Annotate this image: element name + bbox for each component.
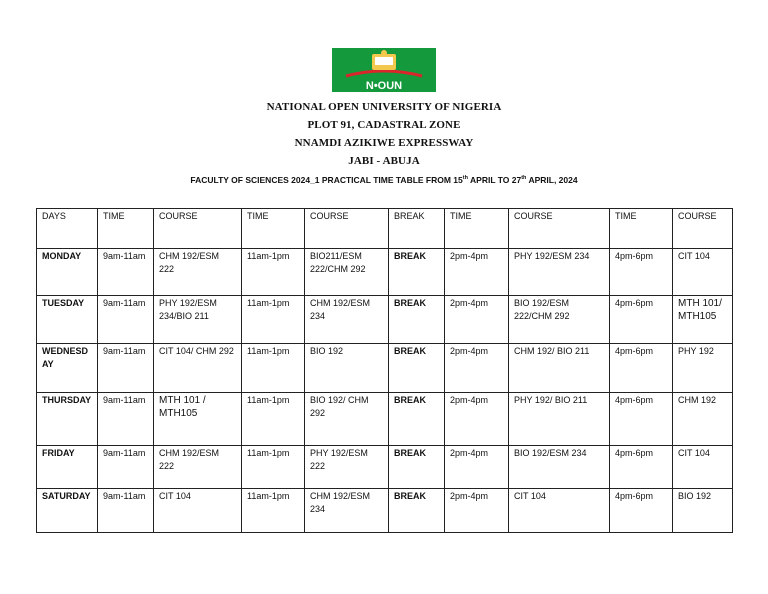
time-cell: 2pm-4pm [445,446,509,489]
course-cell: BIO 192/ESM 234 [509,446,610,489]
course-cell: CHM 192/ESM 234 [305,296,389,344]
time-cell: 4pm-6pm [610,344,673,393]
time-cell: 9am-11am [98,446,154,489]
timetable [36,208,733,533]
time-cell: 9am-11am [98,296,154,344]
time-cell: 11am-1pm [242,446,305,489]
course-cell: CIT 104 [673,446,733,489]
time-cell: 11am-1pm [242,489,305,533]
time-cell: 11am-1pm [242,296,305,344]
course-cell: BIO 192/ CHM 292 [305,393,389,446]
course-cell: BIO 192 [305,344,389,393]
course-cell: CHM 192/ BIO 211 [509,344,610,393]
break-cell: BREAK [389,489,445,533]
table-row [37,249,733,296]
col-header-course-4: COURSE [673,209,733,249]
time-cell: 11am-1pm [242,344,305,393]
day-cell: MONDAY [37,249,98,296]
address-line-1: PLOT 91, CADASTRAL ZONE [307,119,461,131]
col-header-days: DAYS [37,209,98,249]
table-row [37,344,733,393]
time-cell: 11am-1pm [242,249,305,296]
course-cell: BIO 192 [673,489,733,533]
time-cell: 11am-1pm [242,393,305,446]
time-cell: 4pm-6pm [610,296,673,344]
course-cell: CHM 192/ESM 222 [154,249,242,296]
time-cell: 9am-11am [98,344,154,393]
day-cell: THURSDAY [37,393,98,446]
course-cell: PHY 192/ESM 222 [305,446,389,489]
table-row [37,393,733,446]
timetable-title: FACULTY OF SCIENCES 2024_1 PRACTICAL TIME TABLE FROM 15th APRIL TO 27th APRIL, 2024 [190,175,578,185]
course-cell: PHY 192/ BIO 211 [509,393,610,446]
col-header-course-3: COURSE [509,209,610,249]
col-header-course-2: COURSE [305,209,389,249]
course-cell: CIT 104 [509,489,610,533]
col-header-time-2: TIME [242,209,305,249]
col-header-course-1: COURSE [154,209,242,249]
table-row [37,296,733,344]
time-cell: 2pm-4pm [445,489,509,533]
col-header-break: BREAK [389,209,445,249]
break-cell: BREAK [389,344,445,393]
break-cell: BREAK [389,446,445,489]
day-cell: FRIDAY [37,446,98,489]
noun-logo [332,48,436,92]
course-cell: CHM 192/ESM 234 [305,489,389,533]
time-cell: 9am-11am [98,249,154,296]
time-cell: 9am-11am [98,393,154,446]
course-cell: PHY 192/ESM 234 [509,249,610,296]
break-cell: BREAK [389,393,445,446]
svg-text:N•OUN: N•OUN [365,80,403,92]
time-cell: 2pm-4pm [445,249,509,296]
break-cell: BREAK [389,249,445,296]
time-cell: 2pm-4pm [445,296,509,344]
time-cell: 4pm-6pm [610,489,673,533]
time-cell: 4pm-6pm [610,446,673,489]
address-line-2: NNAMDI AZIKIWE EXPRESSWAY [294,137,474,149]
time-cell: 2pm-4pm [445,393,509,446]
day-cell: SATURDAY [37,489,98,533]
address-line-3: JABI - ABUJA [348,155,420,167]
course-cell: BIO211/ESM 222/CHM 292 [305,249,389,296]
table-row [37,489,733,533]
institution-name: NATIONAL OPEN UNIVERSITY OF NIGERIA [266,101,502,113]
course-cell: CIT 104 [673,249,733,296]
course-cell: CIT 104/ CHM 292 [154,344,242,393]
course-cell: PHY 192/ESM 234/BIO 211 [154,296,242,344]
course-cell: CHM 192 [673,393,733,446]
day-cell: TUESDAY [37,296,98,344]
course-cell: CHM 192/ESM 222 [154,446,242,489]
time-cell: 4pm-6pm [610,393,673,446]
course-cell: BIO 192/ESM 222/CHM 292 [509,296,610,344]
day-cell: WEDNESDAY [37,344,98,393]
header-row [37,209,733,249]
course-cell: MTH 101/ MTH105 [673,296,733,344]
table-row [37,446,733,489]
time-cell: 4pm-6pm [610,249,673,296]
time-cell: 9am-11am [98,489,154,533]
course-cell: MTH 101 / MTH105 [154,393,242,446]
course-cell: PHY 192 [673,344,733,393]
course-cell: CIT 104 [154,489,242,533]
col-header-time-1: TIME [98,209,154,249]
col-header-time-4: TIME [610,209,673,249]
break-cell: BREAK [389,296,445,344]
col-header-time-3: TIME [445,209,509,249]
time-cell: 2pm-4pm [445,344,509,393]
